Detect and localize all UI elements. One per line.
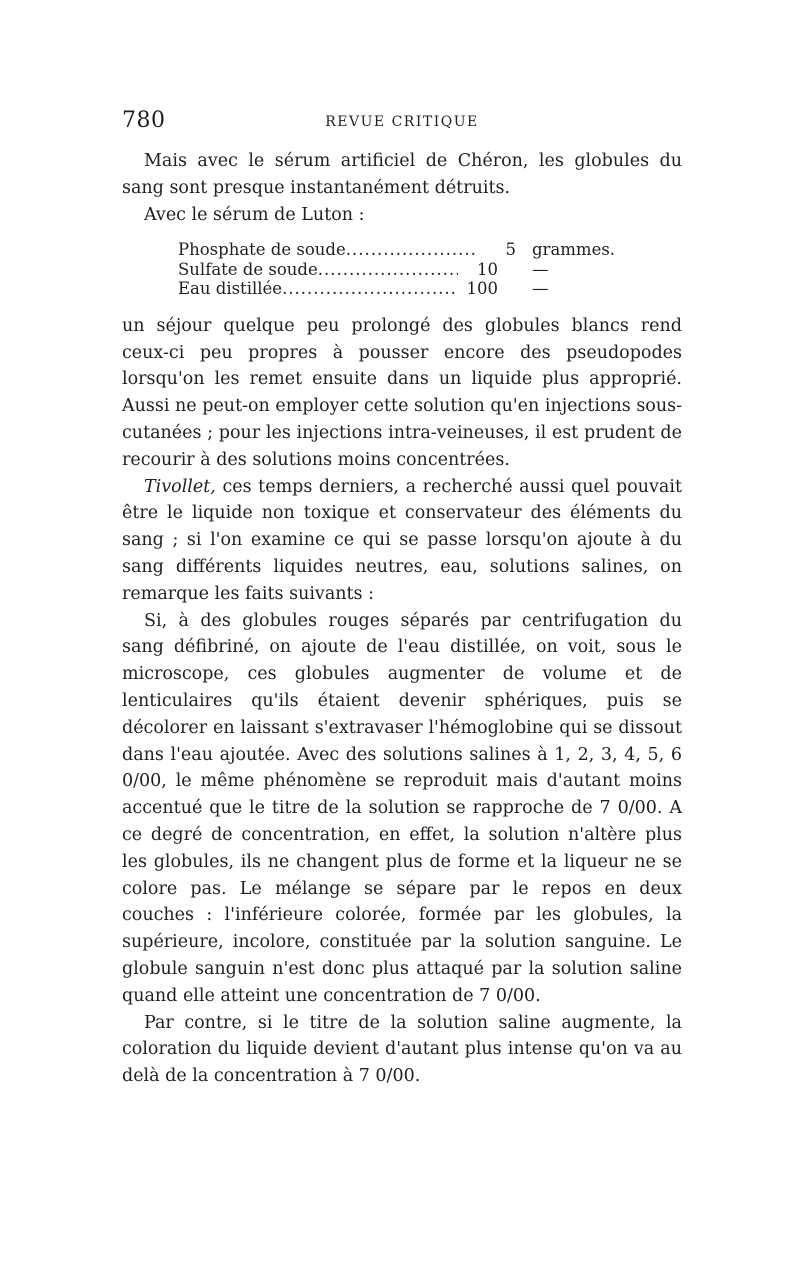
- ingredient-unit: —: [532, 279, 549, 299]
- ingredient-unit: —: [532, 259, 549, 279]
- page-header: [122, 108, 682, 148]
- dot-leader: [282, 279, 458, 298]
- author-name: Tivollet,: [144, 476, 216, 497]
- running-title: REVUE CRITIQUE: [325, 114, 479, 130]
- paragraph: un séjour quelque peu prolongé des globules blancs rend ceux-ci peu propres à pousser encore des pseudopodes lorsqu'on les remet ensuite dans un liquide plus approprié. Aussi ne peut-on employer cette solution qu'en injections sous-cutanées ; pour les injections intra-veineuses, il est prudent de recourir à des solutions moins concentrées.: [122, 315, 682, 470]
- ingredient-quantity: 10: [477, 259, 498, 279]
- article-body: [122, 148, 682, 1090]
- formula-row: [178, 279, 628, 299]
- ingredient-name: Eau distillée: [178, 279, 283, 299]
- paragraph: Mais avec le sérum artificiel de Chéron, les globules du sang sont presque instantanément détruits.: [122, 151, 682, 198]
- paragraph: [122, 474, 682, 608]
- ingredient-quantity: 5: [505, 240, 516, 260]
- ingredient-quantity: 100: [466, 279, 498, 299]
- ingredient-name: Phosphate de soude: [178, 240, 346, 260]
- paragraph: Si, à des globules rouges séparés par centrifugation du sang défibriné, on ajoute de l'eau distillée, on voit, sous le microscope, ces globules augmenter de volume et de lenticulaires qu'ils étaient devenir sphériques, puis se décolorer en laissant s'extravaser l'hémoglobine qui se dissout dans l'eau ajoutée. Avec des solutions salines à 1, 2, 3, 4, 5, 6 0/00, le même phénomène se reproduit mais d'autant moins accentué que le titre de la solution se rapproche de 7 0/00. A ce degré de concentration, en effet, la solution n'altère plus les globules, ils ne changent plus de forme et la liqueur ne se colore pas. Le mélange se sépare par le repos en deux couches : l'inférieure colorée, formée par les globules, la supérieure, incolore, constituée par la solution sanguine. Le globule sanguin n'est donc plus attaqué par la solution saline quand elle atteint une concentration de 7 0/00.: [122, 610, 682, 1006]
- formula-row: [178, 260, 628, 280]
- dot-leader: [318, 260, 458, 279]
- paragraph: Avec le sérum de Luton :: [144, 204, 365, 225]
- paragraph: Par contre, si le titre de la solution saline augmente, la coloration du liquide devient d'autant plus intense qu'on va au delà de la concentration à 7 0/00.: [122, 1012, 682, 1087]
- formula-row: [178, 240, 628, 260]
- formula-table: [178, 240, 628, 299]
- document-page: [122, 108, 682, 1090]
- ingredient-unit: grammes.: [532, 240, 616, 260]
- paragraph-text: ces temps derniers, a recherché aussi quel pouvait être le liquide non toxique et conservateur des éléments du sang ; si l'on examine ce qui se passe lorsqu'on ajoute à du sang différents liquides neutres, eau, solutions salines, on remarque les faits suivants :: [122, 476, 682, 604]
- page-number: 780: [122, 108, 166, 133]
- dot-leader: [346, 240, 476, 259]
- ingredient-name: Sulfate de soude: [178, 259, 318, 279]
